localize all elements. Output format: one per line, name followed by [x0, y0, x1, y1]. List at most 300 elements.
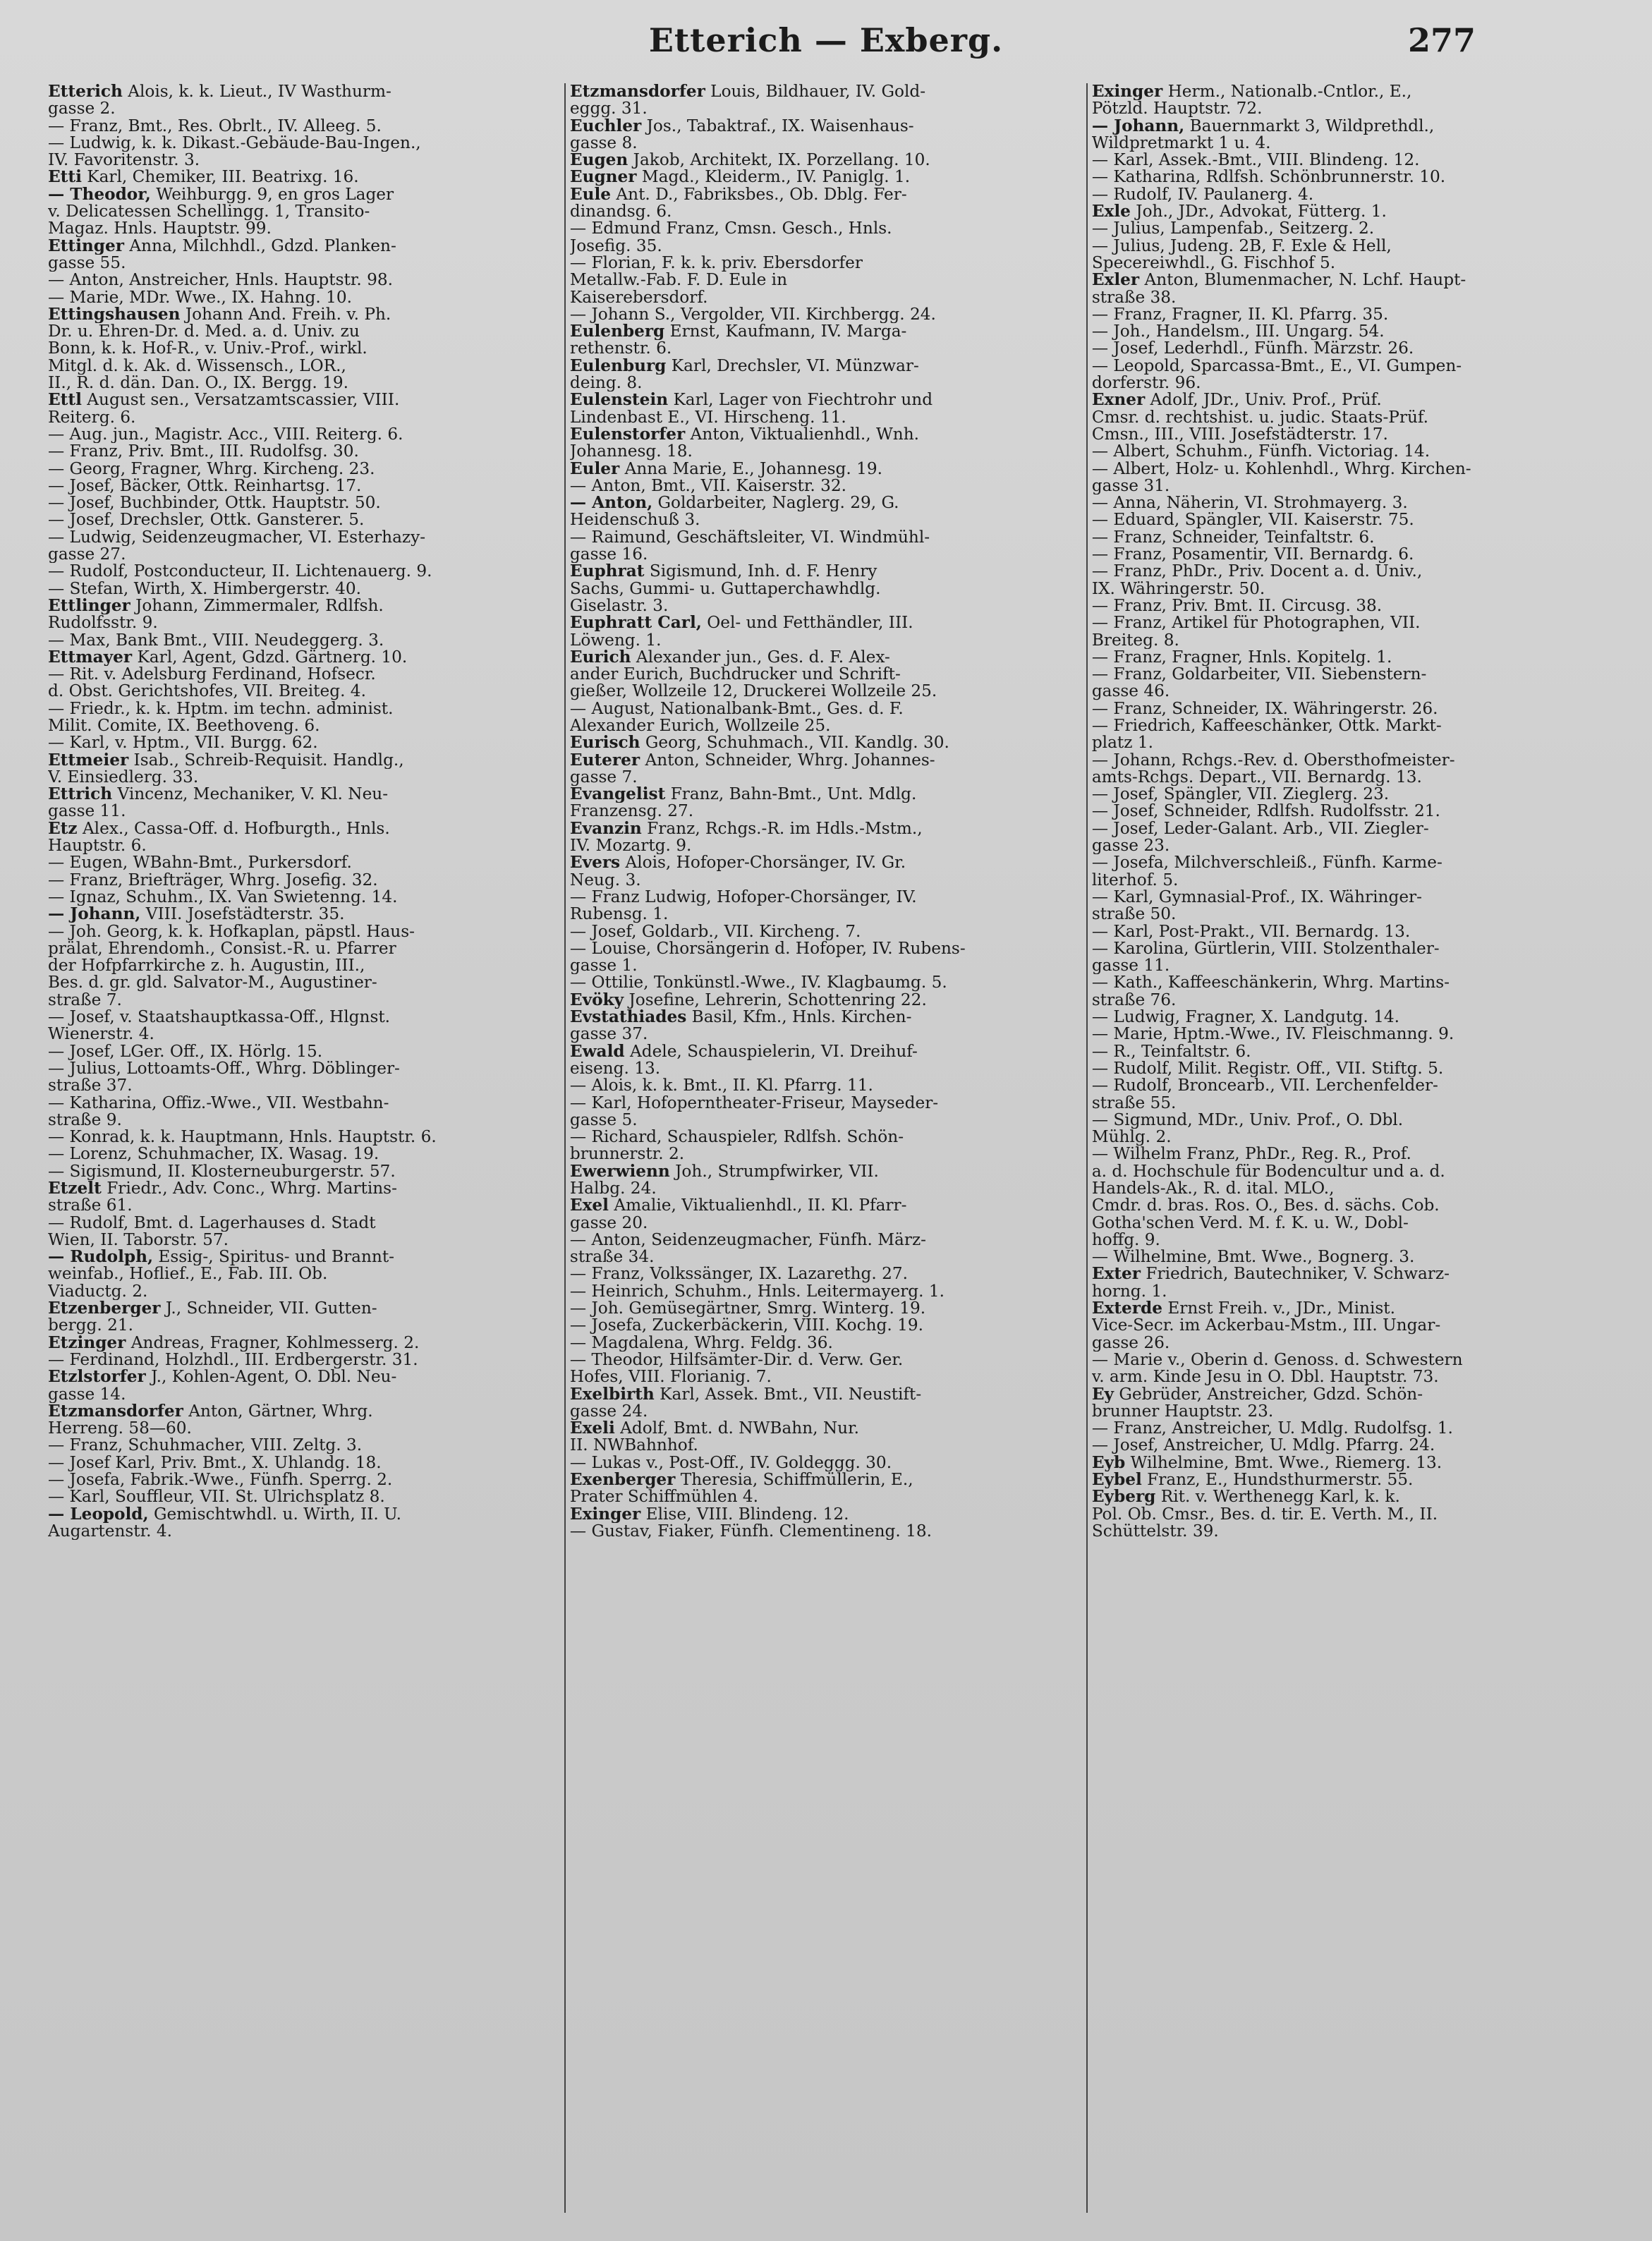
entry-line: [1092, 461, 1600, 478]
entry-text: Amalie, Viktualienhdl., II. Kl. Pfarr-: [614, 1197, 907, 1215]
entry-line: [1092, 391, 1600, 408]
entry-text: Gemischtwhdl. u. Wirth, II. U.: [153, 1505, 401, 1523]
entry-line: [570, 529, 1076, 546]
entry-line: [570, 1009, 1076, 1026]
entry-line: [48, 83, 554, 100]
entry-text: Joh., Strumpfwirker, VII.: [675, 1162, 879, 1180]
entry-name: Euler: [569, 460, 620, 478]
entry-name: Ettrich: [48, 786, 113, 803]
entry-text: Basil, Kfm., Hnls. Kirchen-: [691, 1009, 912, 1026]
entry-line: [570, 426, 1076, 443]
entry-line: [570, 700, 1076, 717]
entry-text: gasse 5.: [569, 1111, 638, 1129]
entry-line: [1092, 1232, 1600, 1249]
entry-text: Pol. Ob. Cmsr., Bes. d. tir. E. Verth. M., II.: [1091, 1505, 1438, 1523]
entry-line: [1092, 323, 1600, 340]
entry-line: [48, 1215, 554, 1232]
entry-line: [48, 1009, 554, 1026]
entry-text: Halbg. 24.: [569, 1180, 657, 1198]
entry-line: [48, 135, 554, 152]
entry-text: Hauptstr. 6.: [48, 837, 147, 855]
entry-text: — Johann S., Vergolder, VII. Kirchbergg. 24.: [569, 305, 936, 324]
entry-text: gasse 55.: [48, 254, 126, 272]
entry-text: gasse 8.: [569, 134, 638, 152]
entry-text: — Josef, Goldarb., VII. Kircheng. 7.: [569, 923, 861, 940]
entry-name: Etzelt: [48, 1180, 102, 1198]
entry-text: IV. Favoritenstr. 3.: [48, 152, 200, 169]
entry-line: [48, 1300, 554, 1317]
entry-line: [570, 358, 1076, 375]
entry-text: Andreas, Fragner, Kohlmesserg. 2.: [130, 1334, 420, 1352]
entry-text: — Anna, Näherin, VI. Strohmayerg. 3.: [1091, 494, 1408, 512]
entry-line: [48, 494, 554, 511]
entry-line: [48, 769, 554, 786]
entry-text: — Franz, Volkssänger, IX. Lazarethg. 27.: [569, 1265, 908, 1283]
entry-line: [48, 1077, 554, 1094]
entry-text: — Katharina, Rdlfsh. Schönbrunnerstr. 10.: [1091, 169, 1446, 186]
entry-name: — Johann,: [1091, 117, 1185, 135]
entry-line: [48, 529, 554, 546]
entry-text: dinandsg. 6.: [569, 203, 672, 221]
entry-name: Exeli: [569, 1420, 615, 1438]
entry-line: [570, 1129, 1076, 1146]
entry-text: Gotha'schen Verd. M. f. K. u. W., Dobl-: [1091, 1214, 1409, 1232]
entry-line: [570, 614, 1076, 631]
entry-line: [1092, 1060, 1600, 1077]
entry-line: [48, 478, 554, 494]
entry-text: Rit. v. Werthenegg Karl, k. k.: [1160, 1488, 1400, 1506]
entry-text: gasse 46.: [1091, 683, 1170, 700]
entry-line: [48, 1249, 554, 1265]
entry-text: Ernst, Kaufmann, IV. Marga-: [669, 323, 907, 341]
entry-text: Ant. D., Fabriksbes., Ob. Dblg. Fer-: [616, 186, 907, 204]
entry-text: J., Kohlen-Agent, O. Dbl. Neu-: [151, 1368, 397, 1386]
entry-line: [570, 974, 1076, 991]
entry-line: [48, 1471, 554, 1488]
entry-line: [570, 1249, 1076, 1265]
entry-line: [1092, 272, 1600, 289]
entry-text: Essig-, Spiritus- und Brannt-: [158, 1249, 395, 1266]
page-header: [0, 21, 1652, 63]
entry-text: Johann, Zimmermaler, Rdlfsh.: [135, 597, 384, 615]
entry-text: — Karolina, Gürtlerin, VIII. Stolzenthaler-: [1091, 940, 1440, 958]
entry-name: Eurisch: [569, 734, 640, 752]
entry-line: [48, 1523, 554, 1540]
entry-text: — Rudolf, Broncearb., VII. Lerchenfelder-: [1091, 1077, 1438, 1095]
entry-name: Eyberg: [1091, 1488, 1156, 1506]
entry-text: — Friedr., k. k. Hptm. im techn. administ.: [48, 700, 394, 717]
entry-name: Etzenberger: [48, 1300, 161, 1318]
entry-text: — Stefan, Wirth, X. Himbergerstr. 40.: [48, 580, 362, 597]
entry-line: [570, 220, 1076, 237]
entry-line: [48, 391, 554, 408]
entry-line: [570, 118, 1076, 135]
entry-line: [1092, 1437, 1600, 1454]
entry-line: [48, 1317, 554, 1334]
entry-name: Etzlstorfer: [48, 1368, 146, 1386]
entry-line: [570, 803, 1076, 820]
entry-line: [570, 1146, 1076, 1162]
entry-text: — Franz, Priv. Bmt., III. Rudolfsg. 30.: [48, 443, 359, 461]
entry-text: Johannesg. 18.: [569, 443, 693, 461]
entry-name: Exterde: [1091, 1300, 1162, 1318]
entry-name: Eule: [569, 186, 612, 204]
entry-text: — Ottilie, Tonkünstl.-Wwe., IV. Klagbaumg. 5.: [569, 974, 947, 992]
entry-line: [48, 169, 554, 186]
entry-line: [1092, 1454, 1600, 1471]
entry-text: Cmsn., III., VIII. Josefstädterstr. 17.: [1091, 425, 1388, 444]
entry-text: — Marie, MDr. Wwe., IX. Hahng. 10.: [48, 289, 352, 306]
entry-line: [1092, 803, 1600, 820]
entry-text: gasse 7.: [569, 768, 638, 787]
entry-line: [48, 820, 554, 837]
entry-line: [48, 1454, 554, 1471]
entry-name: Eugner: [569, 169, 637, 186]
entry-name: — Rudolph,: [48, 1249, 154, 1266]
entry-text: Karl, Assek. Bmt., VII. Neustift-: [660, 1385, 922, 1403]
entry-name: Evstathiades: [569, 1009, 687, 1026]
entry-text: Anna Marie, E., Johannesg. 19.: [624, 460, 882, 478]
entry-text: Karl, Lager von Fiechtrohr und: [673, 391, 933, 409]
entry-name: Eurich: [569, 648, 631, 667]
entry-text: straße 50.: [1091, 906, 1177, 923]
entry-text: Wildpretmarkt 1 u. 4.: [1091, 134, 1271, 152]
entry-text: Theresia, Schiffmüllerin, E.,: [680, 1471, 913, 1489]
entry-text: Magaz. Hnls. Hauptstr. 99.: [48, 220, 272, 238]
entry-text: — Joh. Gemüsegärtner, Smrg. Winterg. 19.: [569, 1300, 926, 1318]
entry-line: [1092, 255, 1600, 272]
entry-line: [570, 1060, 1076, 1077]
entry-line: [48, 992, 554, 1009]
entry-line: [1092, 220, 1600, 237]
entry-text: — Rudolf, Milit. Registr. Off., VII. Stiftg. 5.: [1091, 1059, 1444, 1078]
entry-text: — Josef, Spängler, VII. Zieglerg. 23.: [1091, 786, 1390, 803]
entry-text: — Franz, PhDr., Priv. Docent a. d. Univ.,: [1091, 563, 1423, 581]
entry-line: [48, 957, 554, 974]
entry-line: [570, 1506, 1076, 1523]
entry-text: — Friedrich, Kaffeeschänker, Ottk. Markt-: [1091, 717, 1442, 735]
entry-line: [1092, 1095, 1600, 1112]
entry-line: [570, 940, 1076, 957]
entry-text: eiseng. 13.: [569, 1059, 661, 1078]
entry-line: [1092, 118, 1600, 135]
entry-text: — Josef, v. Staatshauptkassa-Off., Hlgnst.: [48, 1009, 391, 1026]
entry-text: Isab., Schreib-Requisit. Handlg.,: [133, 751, 404, 769]
entry-line: [570, 734, 1076, 751]
entry-line: [48, 255, 554, 272]
entry-line: [570, 683, 1076, 700]
entry-text: — Sigismund, II. Klosterneuburgerstr. 57.: [48, 1162, 396, 1180]
entry-text: Jakob, Architekt, IX. Porzellang. 10.: [633, 152, 930, 169]
entry-name: Eulenburg: [569, 357, 667, 375]
entry-name: Exinger: [1091, 83, 1163, 101]
entry-text: deing. 8.: [569, 375, 643, 392]
entry-name: Etz: [48, 820, 78, 838]
entry-line: [48, 614, 554, 631]
entry-text: Oel- und Fetthändler, III.: [707, 614, 913, 632]
entry-text: — Katharina, Offiz.-Wwe., VII. Westbahn-: [48, 1094, 389, 1112]
entry-line: [1092, 1488, 1600, 1505]
entry-line: [1092, 1180, 1600, 1197]
entry-text: Rubensg. 1.: [569, 906, 669, 923]
entry-text: — Josef, Anstreicher, U. Mdlg. Pfarrg. 24.: [1091, 1437, 1435, 1454]
entry-line: [1092, 289, 1600, 306]
entry-line: [48, 940, 554, 957]
entry-line: [570, 83, 1076, 100]
entry-text: — Josef, Schneider, Rdlfsh. Rudolfsstr. 21.: [1091, 803, 1440, 820]
entry-text: straße 38.: [1091, 289, 1177, 306]
entry-line: [1092, 1026, 1600, 1043]
entry-text: — Joh. Georg, k. k. Hofkaplan, päpstl. Haus-: [48, 923, 415, 940]
entry-line: [1092, 957, 1600, 974]
entry-line: [48, 443, 554, 460]
entry-text: gasse 27.: [48, 546, 126, 564]
entry-text: II., R. d. dän. Dan. O., IX. Bergg. 19.: [48, 375, 348, 392]
entry-line: [570, 1232, 1076, 1249]
entry-line: [570, 957, 1076, 974]
entry-text: — Franz, Briefträger, Whrg. Josefig. 32.: [48, 871, 378, 889]
entry-text: IV. Mozartg. 9.: [569, 837, 692, 855]
entry-text: — Karl, Hofoperntheater-Friseur, Mayseder-: [569, 1094, 939, 1112]
entry-text: V. Einsiedlerg. 33.: [48, 768, 199, 787]
entry-text: — Franz, Posamentir, VII. Bernardg. 6.: [1091, 546, 1414, 564]
entry-text: Magd., Kleiderm., IV. Paniglg. 1.: [641, 169, 911, 186]
entry-text: hoffg. 9.: [1091, 1231, 1160, 1249]
entry-name: — Johann,: [48, 906, 141, 923]
entry-line: [1092, 1146, 1600, 1162]
entry-line: [1092, 872, 1600, 889]
entry-line: [1092, 974, 1600, 991]
entry-text: Gebrüder, Anstreicher, Gdzd. Schön-: [1119, 1385, 1423, 1403]
entry-line: [570, 255, 1076, 272]
entry-text: Lindenbast E., VI. Hirscheng. 11.: [569, 408, 846, 426]
entry-name: Ewerwienn: [569, 1162, 670, 1180]
entry-text: Alex., Cassa-Off. d. Hofburgth., Hnls.: [82, 820, 390, 838]
entry-text: Wienerstr. 4.: [48, 1026, 154, 1043]
entry-text: Bonn, k. k. Hof-R., v. Univ.-Prof., wirkl.: [48, 340, 368, 358]
entry-line: [570, 306, 1076, 323]
entry-line: [48, 272, 554, 289]
entry-line: [48, 854, 554, 871]
entry-line: [48, 1420, 554, 1437]
entry-line: [48, 1197, 554, 1214]
entry-text: — Anton, Seidenzeugmacher, Fünfh. März-: [569, 1231, 926, 1249]
entry-line: [1092, 340, 1600, 357]
entry-text: — Wilhelmine, Bmt. Wwe., Bognerg. 3.: [1091, 1249, 1415, 1266]
entry-name: Eulenstein: [569, 391, 669, 409]
entry-text: gasse 11.: [1091, 957, 1170, 975]
entry-text: — Aug. jun., Magistr. Acc., VIII. Reiterg. 6.: [48, 425, 403, 444]
entry-line: [570, 289, 1076, 306]
entry-line: [1092, 375, 1600, 391]
entry-line: [48, 340, 554, 357]
entry-text: — Karl, Gymnasial-Prof., IX. Währinger-: [1091, 888, 1422, 906]
entry-line: [570, 461, 1076, 478]
entry-name: Ey: [1091, 1385, 1114, 1403]
entry-line: [1092, 563, 1600, 580]
entry-line: [1092, 683, 1600, 700]
entry-text: — Ludwig, Seidenzeugmacher, VI. Esterhazy-: [48, 528, 426, 547]
entry-text: Adolf, Bmt. d. NWBahn, Nur.: [620, 1420, 860, 1438]
entry-text: — Rudolf, Bmt. d. Lagerhauses d. Stadt: [48, 1214, 376, 1232]
entry-text: — Richard, Schauspieler, Rdlfsh. Schön-: [569, 1129, 904, 1146]
column-middle: [566, 83, 1088, 2213]
entry-text: Karl, Agent, Gdzd. Gärtnerg. 10.: [137, 648, 408, 667]
entry-text: Franz, Bahn-Bmt., Unt. Mdlg.: [670, 786, 917, 803]
entry-line: [1092, 238, 1600, 255]
entry-text: straße 76.: [1091, 991, 1177, 1009]
entry-text: straße 7.: [48, 991, 122, 1009]
entry-line: [570, 1471, 1076, 1488]
entry-name: Etterich: [48, 83, 123, 101]
entry-name: Ettmeier: [48, 751, 129, 769]
entry-text: — Max, Bank Bmt., VIII. Neudeggerg. 3.: [48, 631, 384, 649]
entry-line: [570, 494, 1076, 511]
entry-name: — Anton,: [569, 494, 653, 512]
entry-line: [1092, 1009, 1600, 1026]
entry-line: [570, 1352, 1076, 1368]
entry-text: — Rudolf, Postconducteur, II. Lichtenauerg. 9.: [48, 563, 432, 581]
entry-text: straße 34.: [569, 1249, 655, 1266]
entry-text: — Franz, Priv. Bmt. II. Circusg. 38.: [1091, 597, 1383, 615]
entry-text: horng. 1.: [1091, 1282, 1167, 1301]
entry-text: — Franz, Fragner, Hnls. Kopitelg. 1.: [1091, 648, 1392, 667]
entry-line: [1092, 1368, 1600, 1385]
entry-line: [48, 889, 554, 906]
entry-text: — Josef, Buchbinder, Ottk. Hauptstr. 50.: [48, 494, 381, 512]
entry-text: — Karl, v. Hptm., VII. Burgg. 62.: [48, 734, 318, 752]
entry-text: Mühlg. 2.: [1091, 1129, 1172, 1146]
entry-line: [1092, 83, 1600, 100]
entry-name: Eybel: [1091, 1471, 1142, 1489]
entry-text: — Josef, Bäcker, Ottk. Reinhartsg. 17.: [48, 477, 362, 495]
entry-line: [1092, 1197, 1600, 1214]
entry-text: — Josef, Lederhdl., Fünfh. Märzstr. 26.: [1091, 340, 1414, 358]
entry-line: [48, 461, 554, 478]
entry-line: [1092, 1249, 1600, 1265]
entry-line: [570, 203, 1076, 220]
entry-text: — R., Teinfaltstr. 6.: [1091, 1043, 1251, 1060]
entry-text: Franzensg. 27.: [569, 803, 694, 820]
entry-line: [1092, 820, 1600, 837]
entry-text: Kaiserebersdorf.: [569, 289, 708, 306]
entry-text: prälat, Ehrendomh., Consist.-R. u. Pfarrer: [48, 940, 396, 958]
entry-text: Cmsr. d. rechtshist. u. judic. Staats-Prüf.: [1091, 408, 1429, 426]
entry-line: [48, 923, 554, 940]
entry-text: Vincenz, Mechaniker, V. Kl. Neu-: [117, 786, 389, 803]
entry-text: v. Delicatessen Schellingg. 1, Transito-: [48, 203, 370, 221]
entry-text: Dr. u. Ehren-Dr. d. Med. a. d. Univ. zu: [48, 323, 360, 341]
entry-text: dorferstr. 96.: [1091, 375, 1201, 392]
entry-text: — Johann, Rchgs.-Rev. d. Obersthofmeister-: [1091, 751, 1455, 769]
entry-line: [48, 1403, 554, 1420]
entry-text: Franz, Rchgs.-R. im Hdls.-Mstm.,: [647, 820, 923, 838]
entry-line: [1092, 940, 1600, 957]
entry-text: — Lorenz, Schuhmacher, IX. Wasag. 19.: [48, 1146, 379, 1163]
entry-line: [1092, 1506, 1600, 1523]
entry-line: [1092, 546, 1600, 563]
entry-line: [570, 563, 1076, 580]
entry-line: [1092, 186, 1600, 203]
entry-line: [48, 358, 554, 375]
entry-text: gasse 1.: [569, 957, 638, 975]
entry-name: Exel: [569, 1197, 609, 1215]
entry-text: — Gustav, Fiaker, Fünfh. Clementineng. 18.: [569, 1522, 932, 1541]
entry-name: Eugen: [569, 152, 628, 169]
entry-text: Ernst Freih. v., JDr., Minist.: [1167, 1300, 1395, 1318]
entry-text: — Franz, Bmt., Res. Obrlt., IV. Alleeg. 5.: [48, 117, 382, 135]
running-head: Etterich — Exberg.: [648, 21, 1004, 59]
entry-text: — Franz, Schuhmacher, VIII. Zeltg. 3.: [48, 1437, 363, 1454]
entry-text: — Florian, F. k. k. priv. Ebersdorfer: [569, 254, 863, 272]
entry-text: Cmdr. d. bras. Ros. O., Bes. d. sächs. Cob.: [1091, 1197, 1440, 1215]
entry-text: — Franz Ludwig, Hofoper-Chorsänger, IV.: [569, 888, 917, 906]
entry-line: [48, 1386, 554, 1403]
entry-text: eggg. 31.: [569, 100, 648, 118]
entry-line: [570, 1043, 1076, 1060]
entry-line: [1092, 906, 1600, 923]
entry-line: [48, 734, 554, 751]
entry-text: — Theodor, Hilfsämter-Dir. d. Verw. Ger.: [569, 1351, 904, 1369]
entry-text: — Julius, Lottoamts-Off., Whrg. Döblinger-: [48, 1059, 400, 1078]
entry-line: [1092, 1317, 1600, 1334]
entry-line: [48, 1043, 554, 1060]
entry-text: Reiterg. 6.: [48, 408, 136, 426]
entry-text: Löweng. 1.: [569, 631, 662, 649]
entry-text: — Josef, LGer. Off., IX. Hörlg. 15.: [48, 1043, 323, 1060]
entry-name: Etzinger: [48, 1334, 126, 1352]
entry-text: — Eduard, Spängler, VII. Kaiserstr. 75.: [1091, 511, 1414, 529]
entry-text: Anna, Milchhdl., Gdzd. Planken-: [129, 237, 396, 255]
entry-line: [48, 837, 554, 854]
entry-line: [1092, 100, 1600, 117]
entry-line: [1092, 717, 1600, 734]
entry-line: [570, 478, 1076, 494]
entry-name: Eyb: [1091, 1454, 1126, 1472]
entry-name: — Leopold,: [48, 1505, 149, 1523]
entry-line: [1092, 529, 1600, 546]
entry-line: [1092, 769, 1600, 786]
entry-name: Etti: [48, 169, 82, 186]
entry-line: [570, 1283, 1076, 1300]
entry-line: [570, 1077, 1076, 1094]
entry-line: [1092, 666, 1600, 683]
entry-line: [1092, 358, 1600, 375]
entry-line: [48, 786, 554, 803]
entry-text: a. d. Hochschule für Bodencultur und a. d.: [1091, 1162, 1445, 1180]
entry-text: rethenstr. 6.: [569, 340, 672, 358]
entry-text: — Josefa, Zuckerbäckerin, VIII. Kochg. 19.: [569, 1317, 924, 1335]
entry-name: Euphrat: [569, 563, 645, 581]
entry-text: Josefig. 35.: [569, 237, 662, 255]
entry-text: Franz, E., Hundsthurmerstr. 55.: [1147, 1471, 1414, 1489]
entry-line: [570, 1197, 1076, 1214]
entry-line: [1092, 923, 1600, 940]
entry-text: gasse 11.: [48, 803, 126, 820]
entry-line: [1092, 1129, 1600, 1146]
entry-text: Elise, VIII. Blindeng. 12.: [645, 1505, 849, 1523]
entry-text: gasse 23.: [1091, 837, 1170, 855]
entry-line: [1092, 426, 1600, 443]
entry-text: Wilhelmine, Bmt. Wwe., Riemerg. 13.: [1130, 1454, 1443, 1472]
entry-line: [48, 186, 554, 203]
entry-line: [1092, 169, 1600, 186]
entry-line: [1092, 1215, 1600, 1232]
entry-text: — Alois, k. k. Bmt., II. Kl. Pfarrg. 11.: [569, 1077, 873, 1095]
entry-text: bergg. 21.: [48, 1317, 133, 1335]
entry-text: ander Eurich, Buchdrucker und Schrift-: [569, 666, 901, 684]
entry-line: [48, 649, 554, 666]
